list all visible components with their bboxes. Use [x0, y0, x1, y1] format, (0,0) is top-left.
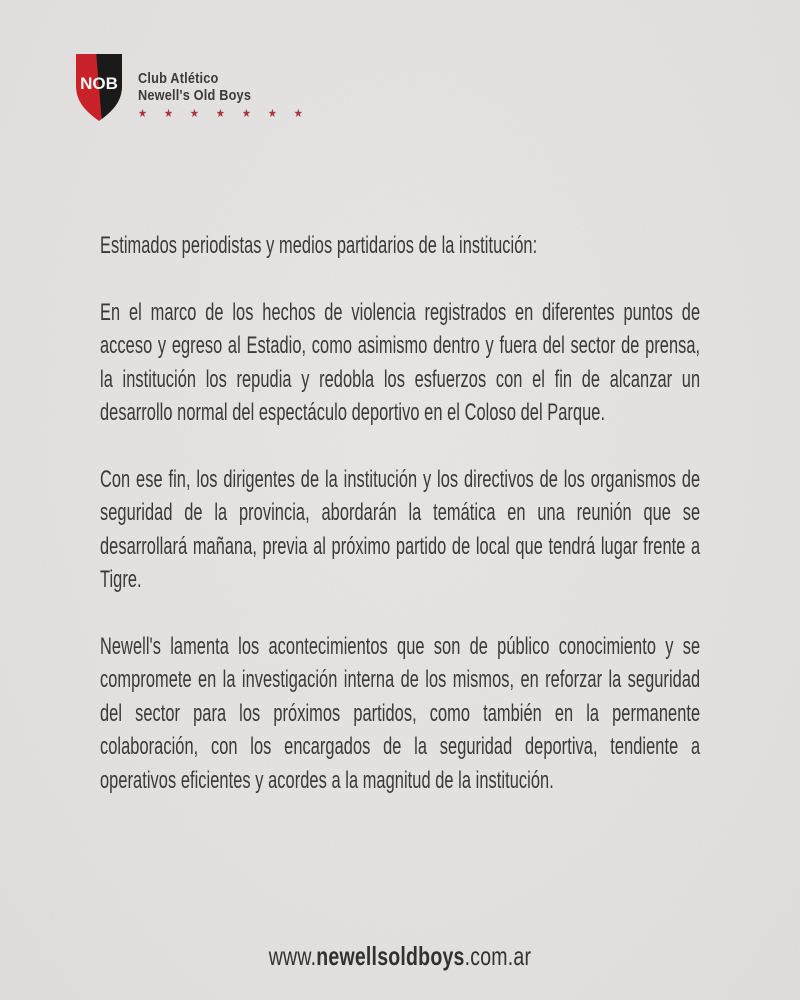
website-url-prefix: www.: [268, 941, 317, 971]
title-stars: ★ ★ ★ ★ ★ ★ ★: [138, 108, 310, 120]
letter-paragraph-3: Newell's lamenta los acontecimientos que son de público conocimiento y se compromete en la investigación interna de los mismos, en reforzar la seguridad del sector para los próximos partidos, como también en la permanente colaboración, con los encargados de la seguridad deportiva, tendiente a operativos eficientes y acordes a la magnitud de la institución.: [100, 632, 701, 794]
club-logo: [73, 51, 333, 123]
club-crest-icon: [73, 51, 125, 123]
letter-greeting: Estimados periodistas y medios partidarios de la institución:: [100, 232, 538, 259]
letter-paragraph-1: En el marco de los hechos de violencia registrados en diferentes puntos de acceso y egreso al Estadio, como asimismo dentro y fuera del sector de prensa, la institución los repudia y redobla los esfuerzos con el fin de alcanzar un desarrollo normal del espectáculo deportivo en el Coloso del Parque.: [100, 298, 701, 426]
letter-paragraph-2: Con ese fin, los dirigentes de la institución y los directivos de los organismos de seguridad de la provincia, abordarán la temática en una reunión que se desarrollará mañana, previa al próximo partido de local que tendrá lugar frente a Tigre.: [100, 465, 701, 593]
crest-initials: NOB: [80, 74, 118, 93]
footer: [0, 941, 800, 972]
club-name-line2: Newell's Old Boys: [138, 87, 252, 104]
website-url-domain: newellsoldboys: [316, 941, 465, 971]
website-url: [269, 941, 531, 972]
website-url-suffix: .com.ar: [464, 941, 532, 971]
club-name-line1: Club Atlético: [138, 71, 219, 87]
letter-copy: [100, 229, 700, 797]
statement-letter: [100, 229, 800, 830]
club-name-block: [138, 51, 310, 123]
